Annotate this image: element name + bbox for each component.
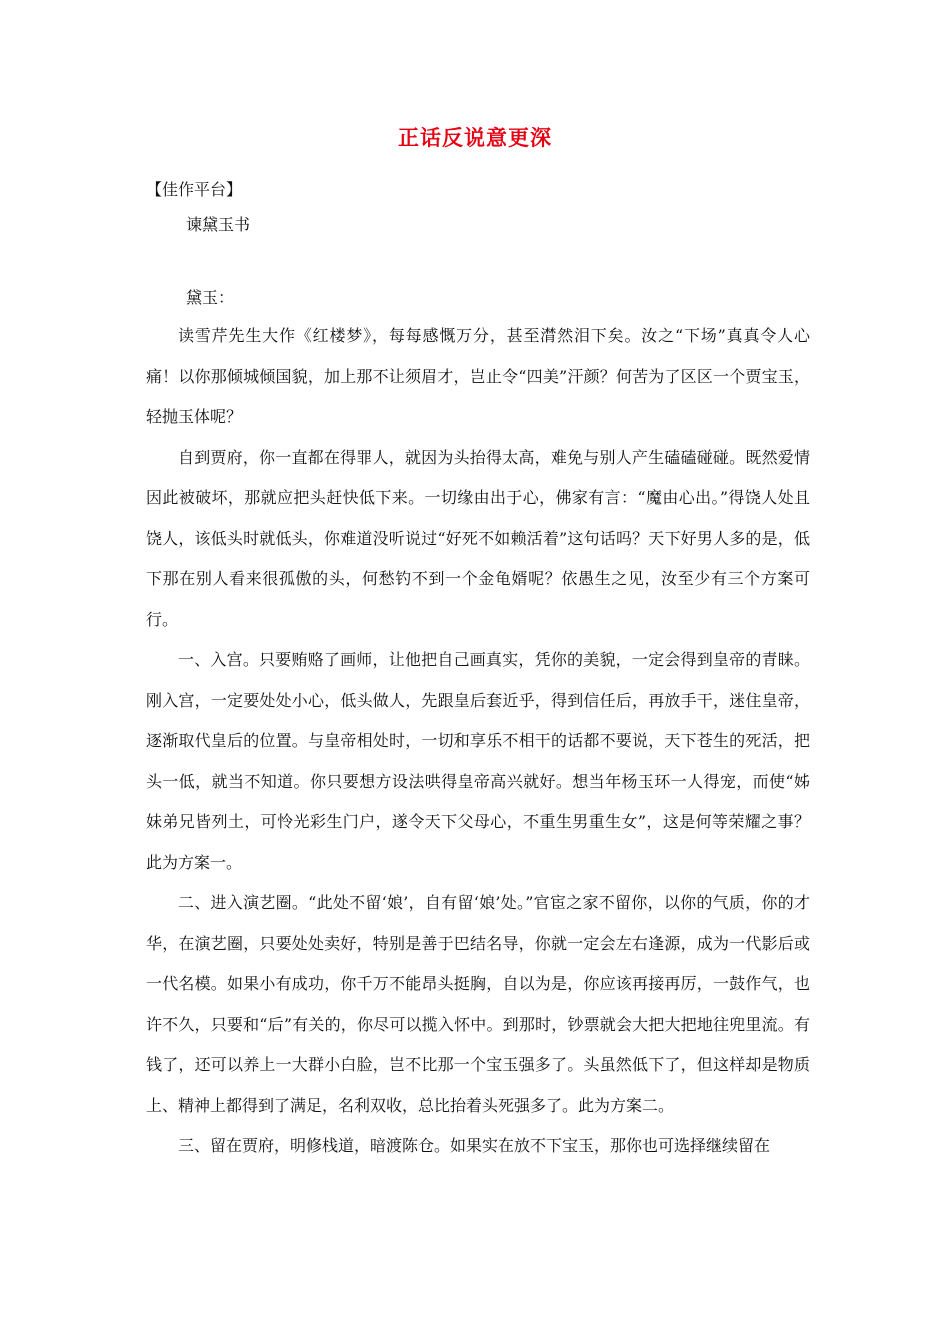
paragraph: 一、入宫。只要贿赂了画师，让他把自己画真实，凭你的美貌，一定会得到皇帝的青睐。刚入宫，一定要处处小心，低头做人，先跟皇后套近乎，得到信任后，再放手干，迷住皇帝，逐渐取代皇后的位置。与皇帝相处时，一切和享乐不相干的话都不要说，天下苍生的死活，把头一低，就当不知道。你只要想方设法哄得皇帝高兴就好。想当年杨玉环一人得宠，而使“姊妹弟兄皆列土，可怜光彩生门户，遂令天下父母心，不重生男重生女”，这是何等荣耀之事？此为方案一。 <box>146 650 810 872</box>
page-title: 正话反说意更深 <box>398 126 552 150</box>
body-text <box>146 316 810 1167</box>
paragraph: 二、进入演艺圈。“此处不留‘娘’，自有留‘娘’处。”官宦之家不留你，以你的气质，你的才华，在演艺圈，只要处处卖好，特别是善于巴结名导，你就一定会左右逢源，成为一代影后或一代名模。如果小有成功，你千万不能昂头挺胸，自以为是，你应该再接再厉，一鼓作气，也许不久，只要和“后”有关的，你尽可以揽入怀中。到那时，钞票就会大把大把地往兜里流。有钱了，还可以养上一大群小白脸，岂不比那一个宝玉强多了。头虽然低下了，但这样却是物质上、精神上都得到了满足，名利双收，总比抬着头死强多了。此为方案二。 <box>146 893 810 1115</box>
paragraph: 三、留在贾府，明修栈道，暗渡陈仓。如果实在放不下宝玉，那你也可选择继续留在 <box>178 1136 771 1155</box>
essay-title: 谏黛玉书 <box>186 215 251 234</box>
paragraph: 读雪芹先生大作《红楼梦》，每每感慨万分，甚至潸然泪下矣。汝之“下场”真真令人心痛！以你那倾城倾国貌，加上那不让须眉才，岂止令“四美”汗颜？何苦为了区区一个贾宝玉，轻抛玉体呢？ <box>146 326 810 426</box>
salutation: 黛玉： <box>186 288 235 307</box>
paragraph: 自到贾府，你一直都在得罪人，就因为头抬得太高，难免与别人产生磕磕碰碰。既然爱情因此被破坏，那就应把头赶快低下来。一切缘由出于心，佛家有言：“魔由心出。”得饶人处且饶人，该低头时就低头，你难道没听说过“好死不如赖活着”这句话吗？天下好男人多的是，低下那在别人看来很孤傲的头，何愁钓不到一个金龟婿呢？依愚生之见，汝至少有三个方案可行。 <box>146 447 810 629</box>
section-label: 【佳作平台】 <box>146 180 243 199</box>
